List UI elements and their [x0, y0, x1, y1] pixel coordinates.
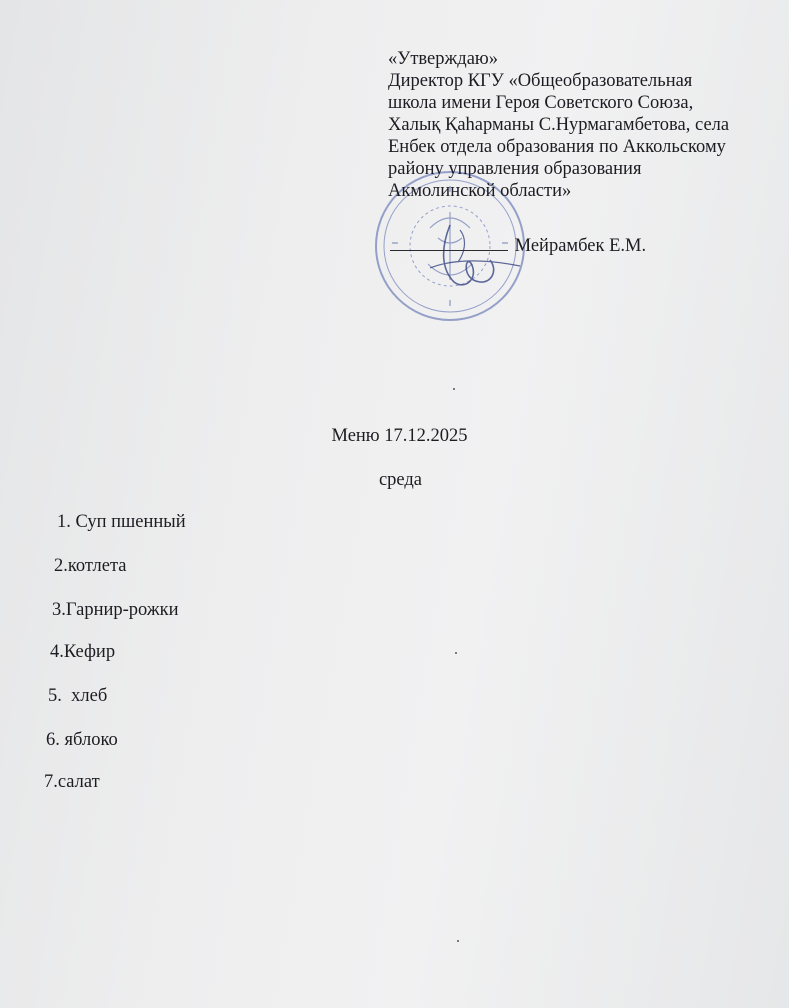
approval-line: школа имени Героя Советского Союза, — [388, 93, 694, 113]
paper-speck — [455, 652, 457, 654]
signature-line — [390, 250, 508, 251]
approval-line: Енбек отдела образования по Аккольскому — [388, 137, 726, 157]
approval-block — [388, 48, 783, 202]
signatory-name: Мейрамбек Е.М. — [514, 236, 647, 256]
menu-item: 7.салат — [44, 772, 100, 792]
approval-line: Халық Қаһарманы С.Нурмагамбетова, села — [388, 115, 730, 135]
signature-row — [390, 236, 646, 257]
menu-item: 2.котлета — [54, 556, 127, 576]
paper-speck — [457, 940, 459, 942]
menu-item: 6. яблоко — [46, 730, 118, 750]
menu-item: 3.Гарнир-рожки — [52, 600, 179, 620]
menu-item: 5. хлеб — [48, 686, 108, 706]
paper-speck — [453, 388, 455, 390]
menu-item: 4.Кефир — [50, 642, 116, 662]
approval-line: Акмолинской области» — [388, 181, 572, 201]
menu-title: Меню 17.12.2025 — [331, 426, 468, 446]
menu-item: 1. Суп пшенный — [57, 512, 186, 532]
approval-heading: «Утверждаю» — [388, 49, 498, 69]
menu-day: среда — [378, 470, 423, 490]
approval-line: району управления образования — [388, 159, 642, 179]
approval-line: Директор КГУ «Общеобразовательная — [388, 71, 693, 91]
